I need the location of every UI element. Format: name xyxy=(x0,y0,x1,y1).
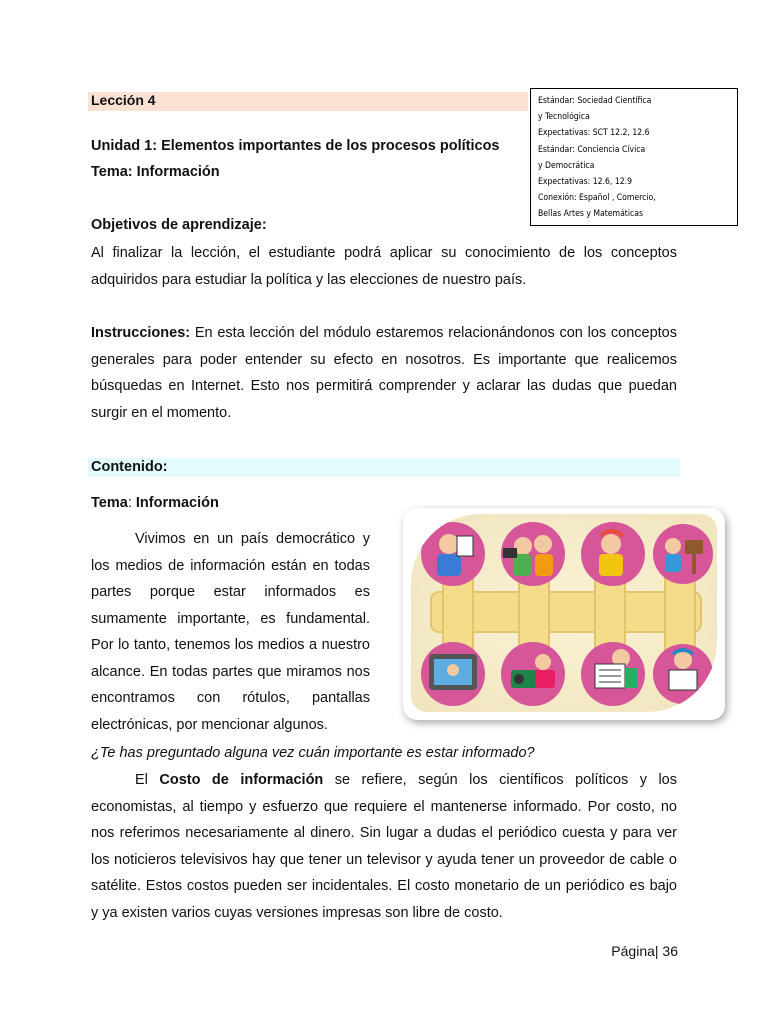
standards-line: Estándar: Sociedad Científica xyxy=(538,96,652,106)
content-topic-label: Tema xyxy=(91,495,128,511)
magazine-reader-icon xyxy=(653,644,713,704)
page-footer xyxy=(611,943,678,959)
standards-line: Bellas Artes y Matemáticas xyxy=(538,209,644,220)
content-topic xyxy=(91,495,219,511)
cost-text: se refiere, según los científicos políticos y los economistas, al tiempo y esfuerzo que requiere el mantenerse informado. Por costo, no nos referimos necesariamente al dinero. Sin lugar a dudas el periódico cuesta y para ver los noticieros televisivos hay que tener un televisor y ayuda tener un proveedor de cable o satélite. Estos costos pueden ser incidentales. El costo monetario de un periódico es bajo y ya existen varios cuyas versiones impresas son libre de costo. xyxy=(91,772,677,921)
page-separator: | xyxy=(654,943,663,959)
objectives-text: Al finalizar la lección, el estudiante podrá aplicar su conocimiento de los conceptos adquiridos para estudiar la política y las elecciones de nuestro país. xyxy=(91,245,677,288)
standards-line: y Tecnológica xyxy=(538,112,590,123)
intro-paragraph: Vivimos en un país democrático y los medios de información están en todas partes porque estar informados es sumamente importante, es fundamental. Por lo tanto, tenemos los medios a nuestro alcance. En todas partes que miramos nos encontramos con rótulos, pantallas electrónicas, por mencionar algunos. xyxy=(91,531,370,733)
standards-line: y Democrática xyxy=(538,160,595,171)
topic-value: Información xyxy=(132,164,220,180)
radio-icon xyxy=(501,642,565,706)
reader-icon xyxy=(421,522,485,586)
content-topic-value: Información xyxy=(135,495,219,511)
cost-prefix: El xyxy=(135,772,160,788)
page-label: Página xyxy=(611,943,655,959)
page-number: 36 xyxy=(662,943,678,959)
content-highlight-band xyxy=(88,458,680,477)
standards-line: Expectativas: 12.6, 12.9 xyxy=(538,177,633,188)
mailbox-icon xyxy=(653,524,713,584)
instructions-text: En esta lección del módulo estaremos relacionándonos con los conceptos generales para poder entender su efecto en nosotros. Es importante que realicemos búsquedas en Internet. Esto nos permitirá comprender y aclarar las dudas que puedan surgir en el momento. xyxy=(91,325,677,421)
topic-title xyxy=(91,164,220,180)
standards-box xyxy=(530,88,738,226)
unit-title: Unidad 1: Elementos importantes de los procesos políticos xyxy=(91,138,500,154)
content-heading: Contenido: xyxy=(91,459,168,475)
question-text: ¿Te has preguntado alguna vez cuán importante es estar informado? xyxy=(91,745,535,761)
standards-line: Conexión: Español , Comercio, xyxy=(538,193,656,204)
cost-paragraph xyxy=(91,767,677,926)
media-network-drawing xyxy=(411,514,717,712)
instructions-paragraph xyxy=(91,320,677,426)
cost-term: Costo de información xyxy=(159,772,324,788)
instructions-label: Instrucciones: xyxy=(91,325,191,341)
newspaper-icon xyxy=(581,642,645,706)
objectives-heading: Objetivos de aprendizaje: xyxy=(91,217,267,233)
television-icon xyxy=(421,642,485,706)
content-topic-sep: : xyxy=(127,495,136,511)
standards-line: Expectativas: SCT 12.2, 12.6 xyxy=(538,128,650,139)
lesson-title: Lección 4 xyxy=(91,92,156,108)
standards-line: Estándar: Conciencia Cívica xyxy=(538,144,646,155)
illustration-background xyxy=(411,514,717,712)
telephone-icon xyxy=(581,522,645,586)
topic-label: Tema: xyxy=(91,164,133,180)
media-illustration xyxy=(403,508,725,720)
reporter-icon xyxy=(501,522,565,586)
